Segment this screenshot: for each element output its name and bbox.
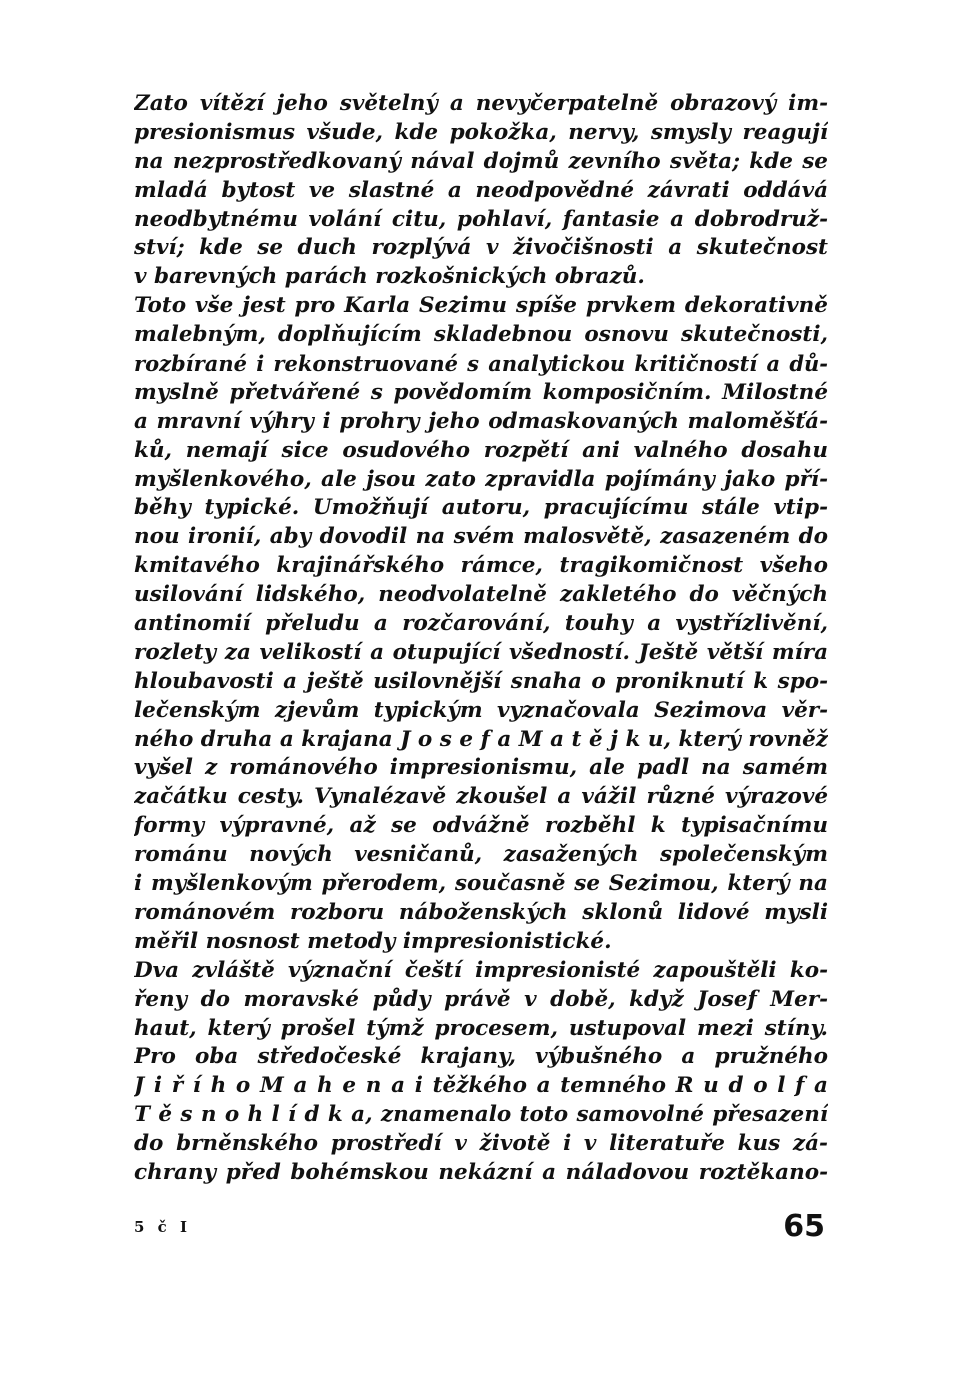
text-line: presionismus všude, kde pokožka, nervy, smysly reagují [134,119,828,145]
text-line: ství; kde se duch rozplývá v živočišnosti a skutečnost [134,235,828,261]
page-number: 65 [783,1209,825,1244]
text-line: začátku cesty. Vynalézavě zkoušel a vážil různé výrazové [134,784,828,810]
text-line: formy výpravné, až se odvážně rozběhl k typisačnímu [134,813,828,839]
text-line: hloubavosti a ještě usilovnější snaha o proniknutí k spo- [134,668,828,694]
text-line: J i ř í h o M a h e n a i těžkého a temného R u d o l f a [134,1073,828,1099]
body-text [134,90,828,1188]
text-line: usilování lidského, neodvolatelně zakletého do věčných [134,582,828,608]
text-line: románu nových vesničanů, zasažených společenským [134,842,828,868]
text-line: myšlenkového, ale jsou zato zpravidla pojímány jako pří- [134,466,828,492]
text-line: haut, který prošel týmž procesem, ustupoval mezi stíny. [134,1015,828,1041]
text-line: mladá bytost ve slastné a neodpovědné závrati oddává [134,177,828,203]
text-line: ků, nemají sice osudového rozpětí ani valného dosahu [134,437,828,463]
signature-mark: 5 č I [134,1218,192,1236]
text-line: i myšlenkovým přerodem, současně se Sezimou, který na [134,871,828,897]
text-line: Toto vše jest pro Karla Sezimu spíše prvkem dekorativně [134,293,828,319]
text-line: do brněnského prostředí v životě i v literatuře kus zá- [134,1131,828,1157]
text-line: vyšel z románového impresionismu, ale padl na samém [134,755,828,781]
text-line: měřil nosnost metody impresionistické. [134,928,612,954]
text-line: rozlety za velikostí a otupující všedností. Ještě větší míra [134,639,828,665]
text-line: malebným, doplňujícím skladebnou osnovu skutečnosti, [134,322,828,348]
text-line: neodbytnému volání citu, pohlaví, fantasie a dobrodruž- [134,206,828,232]
text-line: na nezprostředkovaný nával dojmů zevního světa; kde se [134,148,828,174]
text-line: rozbírané i rekonstruované s analytickou kritičností a dů- [134,351,828,377]
text-line: ného druha a krajana J o s e f a M a t ě j k u, který rovněž [134,726,828,752]
text-line: Pro oba středočeské krajany, výbušného a pružného [134,1044,828,1070]
text-line: lečenským zjevům typickým vyznačovala Sezimova věr- [134,697,828,723]
text-line: myslně přetvářené s povědomím komposičním. Milostné [134,379,828,405]
text-line: běhy typické. Umožňují autoru, pracujícímu stále vtip- [134,495,828,521]
text-line: kmitavého krajinářského rámce, tragikomičnost všeho [134,553,828,579]
text-line: Zato vítězí jeho světelný a nevyčerpatelně obrazový im- [134,91,828,116]
text-line: v barevných parách rozkošnických obrazů. [134,264,645,290]
text-line: Dva zvláště význační čeští impresionisté zapouštěli ko- [134,957,828,983]
text-line: a mravní výhry i prohry jeho odmaskovaných maloměšťá- [134,408,828,434]
text-line: T ě s n o h l í d k a, znamenalo toto samovolné přesazení [134,1102,828,1128]
text-line: řeny do moravské půdy právě v době, když Josef Mer- [134,986,828,1012]
text-line: chrany před bohémskou nekázní a náladovou roztěkano- [134,1159,828,1185]
text-line: antinomií přeludu a rozčarování, touhy a vystřízlivění, [134,611,828,637]
text-line: románovém rozboru náboženských sklonů lidové mysli [134,899,828,925]
text-line: nou ironií, aby dovodil na svém malosvětě, zasazeném do [134,524,828,550]
